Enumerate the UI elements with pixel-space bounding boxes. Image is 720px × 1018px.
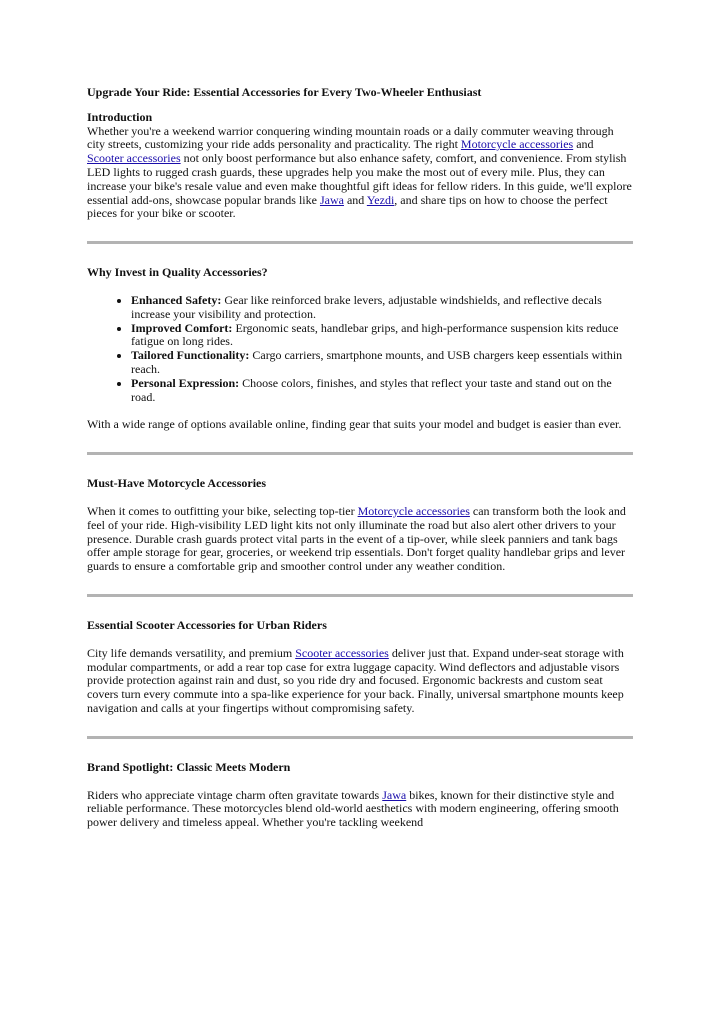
list-item-text: Gear like reinforced brake levers, adjustable windshields, and reflective decals increase your visibility and protection. <box>131 292 602 321</box>
motorcycle-paragraph <box>87 505 633 574</box>
list-item <box>131 322 633 350</box>
section-divider <box>87 452 633 455</box>
why-invest-heading: Why Invest in Quality Accessories? <box>87 265 268 280</box>
list-item <box>131 294 633 322</box>
list-item-text: Cargo carriers, smartphone mounts, and USB chargers keep essentials within reach. <box>131 348 623 376</box>
motorcycle-text-2: can transform both the look and feel of your ride. High-visibility LED light kits not only illuminate the road but also alert other drivers to your presence. Durable crash guards protect vital parts in the event of a tip-over, while sleek panniers and tank bags offer ample storage for gear, groceries, or weekend trip essentials. Don't forget quality handlebar grips and lever guards to ensure a comfortable grip and smoother control under any weather condition. <box>87 503 626 574</box>
scooter-section-heading: Essential Scooter Accessories for Urban Riders <box>87 617 327 632</box>
list-item-text: Choose colors, finishes, and styles that reflect your taste and stand out on the road. <box>131 375 612 404</box>
motorcycle-accessories-link[interactable]: Motorcycle accessories <box>460 137 574 152</box>
benefits-list <box>87 294 633 404</box>
brand-text-2: bikes, known for their distinctive style and reliable performance. These motorcycles blend old-world aesthetics with modern engineering, offering smooth power delivery and timeless appeal. Whether you're tackling weekend <box>87 787 619 830</box>
document-title: Upgrade Your Ride: Essential Accessories for Every Two-Wheeler Enthusiast <box>87 85 482 99</box>
list-item-text: Ergonomic seats, handlebar grips, and high-performance suspension kits reduce fatigue on long rides. <box>131 320 619 349</box>
brand-section-heading: Brand Spotlight: Classic Meets Modern <box>87 759 291 774</box>
jawa-link[interactable]: Jawa <box>382 787 407 802</box>
spacer <box>87 280 633 294</box>
intro-text-2: and <box>573 137 594 152</box>
spacer <box>87 404 633 418</box>
intro-text-4: and <box>343 192 367 207</box>
motorcycle-accessories-link[interactable]: Motorcycle accessories <box>357 503 470 518</box>
scooter-paragraph <box>87 647 633 716</box>
list-item-label: Personal Expression: <box>131 375 240 390</box>
document-content <box>87 86 633 830</box>
intro-text-1: Whether you're a weekend warrior conquering winding mountain roads or a daily commuter weaving through city streets, customizing your ride adds personality and practicality. The right <box>87 123 614 152</box>
motorcycle-text-1: When it comes to outfitting your bike, selecting top-tier <box>87 503 358 518</box>
spacer <box>87 491 633 505</box>
scooter-accessories-link[interactable]: Scooter accessories <box>295 645 389 660</box>
scooter-accessories-link[interactable]: Scooter accessories <box>87 151 181 166</box>
intro-heading: Introduction <box>87 109 153 124</box>
list-item <box>131 349 633 377</box>
list-item-label: Enhanced Safety: <box>131 292 222 307</box>
list-item-label: Improved Comfort: <box>131 320 233 335</box>
why-closing-paragraph: With a wide range of options available online, finding gear that suits your model and budget is easier than ever. <box>87 417 622 432</box>
intro-text-3: not only boost performance but also enhance safety, comfort, and convenience. From stylish LED lights to rugged crash guards, these upgrades help you make the most out of every mile. Plus, they can increase your bike's resale value and even make thoughtful gift ideas for fellow riders. In this guide, we'll explore essential add-ons, showcase popular brands like <box>87 151 632 207</box>
brand-text-1: Riders who appreciate vintage charm often gravitate towards <box>87 787 383 802</box>
scooter-text-1: City life demands versatility, and premium <box>87 645 296 660</box>
yezdi-link[interactable]: Yezdi <box>366 192 395 207</box>
intro-paragraph <box>87 125 633 222</box>
section-divider <box>87 736 633 739</box>
section-divider <box>87 594 633 597</box>
section-divider <box>87 241 633 244</box>
motorcycle-section-heading: Must-Have Motorcycle Accessories <box>87 476 267 491</box>
spacer <box>87 775 633 789</box>
spacer <box>87 633 633 647</box>
intro-text-5: , and share tips on how to choose the perfect pieces for your bike or scooter. <box>87 192 608 221</box>
scooter-text-2: deliver just that. Expand under-seat storage with modular compartments, or add a rear top case for extra luggage capacity. Wind deflectors and adjustable visors provide protection against rain and dust, so you ride dry and focused. Ergonomic backrests and custom seat covers turn every commute into a spa-like experience for your back. Finally, universal smartphone mounts keep navigation and calls at your fingertips without compromising safety. <box>87 645 624 715</box>
brand-paragraph <box>87 789 633 830</box>
jawa-link[interactable]: Jawa <box>319 192 344 207</box>
list-item-label: Tailored Functionality: <box>131 348 250 363</box>
list-item <box>131 377 633 405</box>
